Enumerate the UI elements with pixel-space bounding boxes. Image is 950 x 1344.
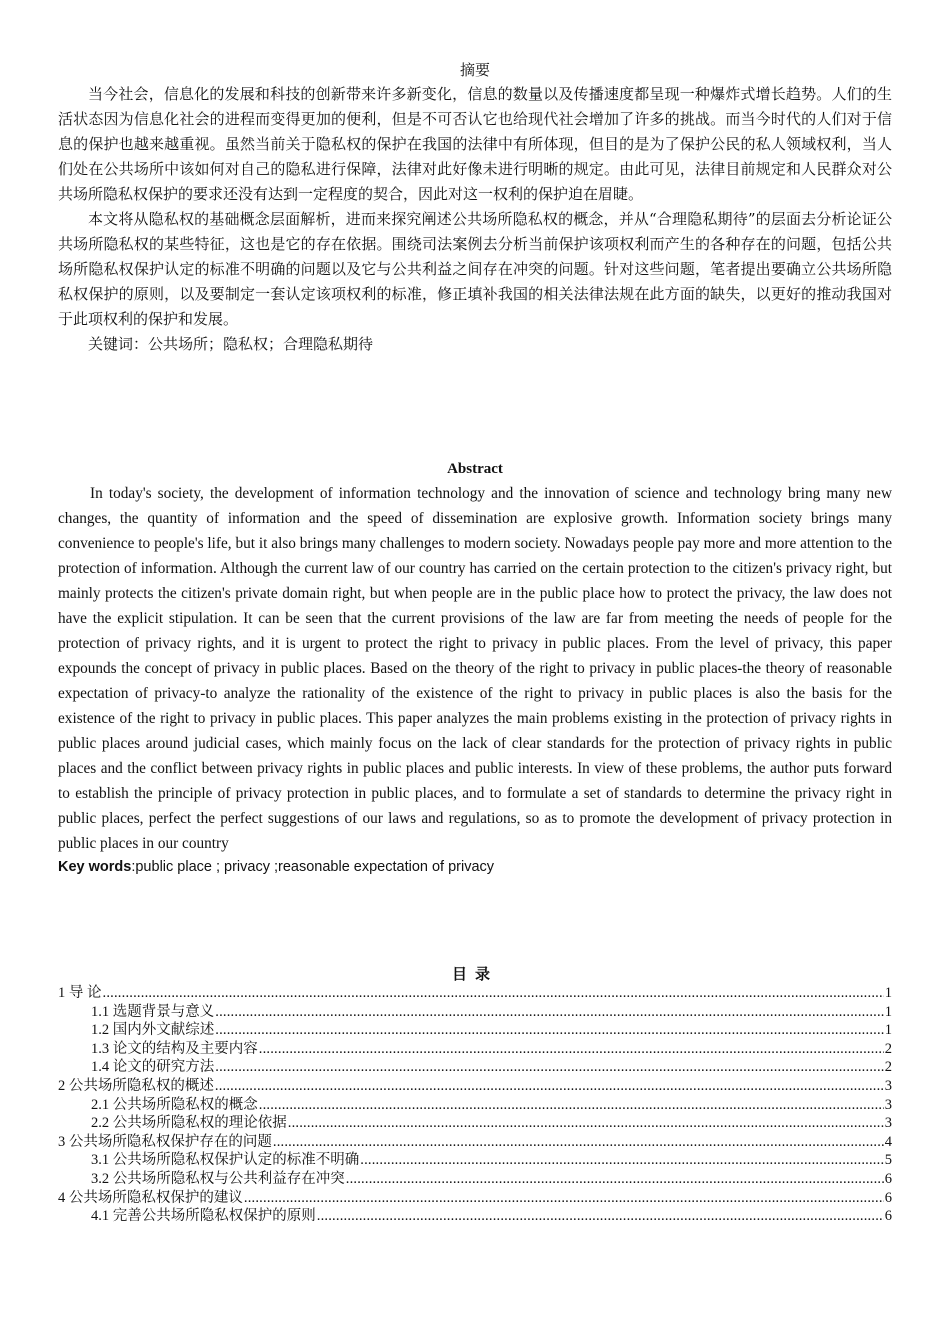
toc-entry-label: 3.2 公共场所隐私权与公共利益存在冲突	[91, 1170, 345, 1187]
toc-leader-dots	[317, 1207, 884, 1226]
toc-entry-page: 6	[884, 1208, 892, 1225]
document-page	[58, 58, 892, 1226]
chinese-keywords: 关键词：公共场所；隐私权；合理隐私期待	[88, 335, 374, 353]
chinese-abstract-paragraph-1: 当今社会，信息化的发展和科技的创新带来许多新变化，信息的数量以及传播速度都呈现一种爆炸式增长趋势。人们的生活状态因为信息化社会的进程而变得更加的便利，但是不可否认它也给现代社会增加了许多的挑战。而当今时代的人们对于信息的保护也越来越重视。虽然当前关于隐私权的保护在我国的法律中有所体现，但目的是为了保护公民的私人领域权利，当人们处在公共场所中该如何对自己的隐私进行保障，法律对此好像未进行明晰的规定。由此可见，法律目前规定和人民群众对公共场所隐私权保护的要求还没有达到一定程度的契合，因此对这一权利的保护迫在眉睫。	[58, 85, 892, 203]
toc-leader-dots	[346, 1170, 884, 1189]
toc-entry-page: 6	[884, 1170, 892, 1187]
toc-entry-page: 4	[884, 1133, 892, 1150]
toc-entry[interactable]	[58, 1207, 892, 1226]
toc-leader-dots	[273, 1133, 884, 1152]
toc-entry-label: 1.4 论文的研究方法	[91, 1059, 215, 1076]
toc-leader-dots	[215, 1058, 884, 1077]
toc-entry-page: 1	[884, 1022, 892, 1039]
toc-entry[interactable]	[58, 984, 892, 1003]
toc-entry-label: 3 公共场所隐私权保护存在的问题	[58, 1133, 272, 1150]
toc-leader-dots	[259, 1096, 884, 1115]
toc-title: 目录	[451, 965, 498, 983]
toc-entry[interactable]	[58, 1170, 892, 1189]
toc-leader-dots	[244, 1189, 884, 1208]
toc-leader-dots	[215, 1077, 884, 1096]
toc-entry-page: 1	[884, 985, 892, 1001]
toc-entry-page: 2	[884, 1040, 892, 1057]
english-abstract-paragraph: In today's society, the development of information technology and the innovation of science and technology bring many new changes, the quantity of information and the speed of dissemination are explosive growth. Information society brings many convenience to people's life, but it also brings many challenges to modern society. Nowadays people pay more and more attention to the protection of information. Although the current law of our country has carried on the certain protection to the citizen's privacy right, but mainly protects the citizen's private domain right, but when people are in the public place how to protect the privacy, the law does not have the explicit stipulation. It can be seen that the current provisions of the law are far from meeting the needs of people for the protection of privacy rights, and it is urgent to protect the right to privacy in public places. From the level of privacy, this paper expounds the concept of privacy in public places. Based on the theory of the right to privacy in public places-the theory of reasonable expectation of privacy-to analyze the rationality of the existence of the right to privacy in public places is also the basis for the existence of the right to privacy in public places. This paper analyzes the main problems existing in the protection of privacy rights in public places around judicial cases, which mainly focus on the lack of clear standards for the protection of privacy rights in public places and the conflict between privacy rights in public places and public interests. In view of these problems, the author puts forward to establish the principle of privacy protection in public places, and to formulate a set of standards to determine the privacy right in public places, perfect the perfect suggestions of our laws and regulations, so as to promote the development of privacy protection in public places in our country	[58, 485, 892, 852]
toc-entry[interactable]	[58, 1133, 892, 1152]
toc-entry-page: 3	[884, 1115, 892, 1132]
toc-entry-label: 1 导 论	[58, 985, 102, 1001]
toc-entry-label: 4 公共场所隐私权保护的建议	[58, 1189, 243, 1206]
english-keywords-text: :public place ; privacy ;reasonable expectation of privacy	[131, 859, 495, 875]
toc-entry-page: 3	[884, 1077, 892, 1094]
toc-entry-label: 1.3 论文的结构及主要内容	[91, 1040, 258, 1057]
toc-leader-dots	[215, 1021, 884, 1040]
toc-entry-page: 6	[884, 1189, 892, 1206]
toc-entry-page: 1	[884, 1003, 892, 1020]
toc-entry[interactable]	[58, 1058, 892, 1077]
toc-entry[interactable]	[58, 1021, 892, 1040]
chinese-abstract-paragraph-2: 本文将从隐私权的基础概念层面解析，进而来探究阐述公共场所隐私权的概念，并从“合理隐私期待”的层面去分析论证公共场所隐私权的某些特征，这也是它的存在依据。围绕司法案例去分析当前保护该项权利而产生的各种存在的问题，包括公共场所隐私权保护认定的标准不明确的问题以及它与公共利益之间存在冲突的问题。针对这些问题，笔者提出要确立公共场所隐私权保护的原则，以及要制定一套认定该项权利的标准，修正填补我国的相关法律法规在此方面的缺失，以更好的推动我国对于此项权利的保护和发展。	[58, 210, 892, 328]
toc-entry-page: 3	[884, 1096, 892, 1113]
toc-entry-label: 4.1 完善公共场所隐私权保护的原则	[91, 1208, 316, 1225]
toc-list	[58, 984, 892, 1226]
english-abstract	[58, 457, 892, 878]
english-keywords	[58, 856, 892, 878]
toc-entry[interactable]	[58, 1189, 892, 1208]
toc-entry-label: 2.1 公共场所隐私权的概念	[91, 1096, 258, 1113]
toc-leader-dots	[360, 1151, 884, 1170]
toc-entry-page: 5	[884, 1152, 892, 1169]
toc-entry-label: 2 公共场所隐私权的概述	[58, 1077, 214, 1094]
toc-entry[interactable]	[58, 1114, 892, 1133]
toc-entry[interactable]	[58, 1096, 892, 1115]
toc-entry-label: 2.2 公共场所隐私权的理论依据	[91, 1115, 287, 1132]
toc-entry-page: 2	[884, 1059, 892, 1076]
toc-leader-dots	[259, 1040, 884, 1059]
toc-entry[interactable]	[58, 1151, 892, 1170]
toc-entry-label: 1.2 国内外文献综述	[91, 1022, 215, 1039]
toc-leader-dots	[103, 984, 884, 1003]
english-abstract-title: Abstract	[447, 461, 503, 477]
toc-entry-label: 1.1 选题背景与意义	[91, 1003, 215, 1020]
table-of-contents	[58, 964, 892, 1226]
toc-entry[interactable]	[58, 1077, 892, 1096]
chinese-abstract	[58, 58, 892, 357]
english-keywords-label: Key words	[58, 859, 132, 875]
toc-leader-dots	[288, 1114, 884, 1133]
toc-entry-label: 3.1 公共场所隐私权保护认定的标准不明确	[91, 1152, 360, 1169]
toc-entry[interactable]	[58, 1040, 892, 1059]
toc-entry[interactable]	[58, 1003, 892, 1022]
chinese-abstract-title: 摘要	[459, 61, 490, 79]
toc-leader-dots	[215, 1003, 884, 1022]
